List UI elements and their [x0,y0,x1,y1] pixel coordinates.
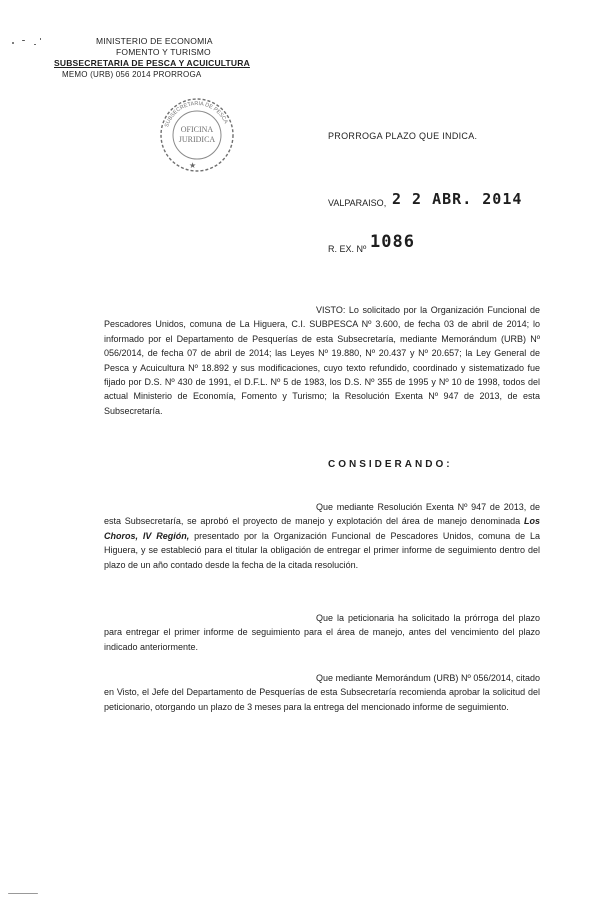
scan-speck [8,893,38,894]
document-date: 2 2 ABR. 2014 [392,190,523,208]
considerando-heading: CONSIDERANDO: [328,459,453,470]
subsecretaria-title: SUBSECRETARIA DE PESCA Y ACUICULTURA [54,58,250,68]
considerando-paragraph-2: Que la peticionaria ha solicitado la prórroga del plazo para entregar el primer informe de seguimiento para el área de manejo, antes del vencimiento del plazo indicado anteriormente. [104,613,540,652]
visto-paragraph [104,303,540,418]
official-seal-stamp [158,96,236,174]
subject-line: PRORROGA PLAZO QUE INDICA. [328,131,478,141]
considerando-1-text-a: Que mediante Resolución Exenta Nº 947 de 2013, de esta Subsecretaría, se aprobó el proyecto de manejo y explotación del área de manejo denominada [104,502,540,527]
place-label: VALPARAISO, [328,198,387,208]
scan-speck [34,44,36,45]
stamp-star-icon: ★ [189,161,197,170]
stamp-text-2: JURIDICA [178,135,216,144]
scan-speck [12,42,14,44]
resolution-label: R. EX. Nº [328,244,367,254]
area-name: Los Choros, IV Región, [104,516,540,541]
scan-speck [22,40,25,41]
visto-text: Lo solicitado por la Organización Funcional de Pescadores Unidos, comuna de La Higuera, C.I. SUBPESCA Nº 3.600, de fecha 03 de abril de 2014; lo informado por el Departamento de Pesquerías de esta Subsecretaría, mediante Memorándum (URB) Nº 056/2014, de fecha 07 de abril de 2014; las Leyes Nº 19.880, Nº 20.437 y Nº 20.657; la Ley General de Pesca y Acuicultura Nº 18.892 y sus modificaciones, cuyo texto refundido, coordinado y sistematizado fue fijado por D.S. Nº 430 de 1991, el D.F.L. Nº 5 de 1983, los D.S. Nº 355 de 1995 y Nº 10 de 1998, todos del actual Ministerio de Economía, Fomento y Turismo; la Resolución Exenta Nº 947 de 2013, de esta Subsecretaría. [104,305,540,416]
considerando-paragraph-1 [104,500,540,572]
ministry-line-1: MINISTERIO DE ECONOMIA [96,36,213,46]
ministry-line-2: FOMENTO Y TURISMO [116,47,211,57]
stamp-ring-text: SUBSECRETARIA DE PESCA [164,100,229,129]
considerando-1-text-b: presentado por la Organización Funcional de Pescadores Unidos, comuna de La Higuera, y se estableció para el titular la obligación de entregar el primer informe de seguimiento dentro del plazo de un año contado desde la fecha de la citada resolución. [104,530,540,570]
resolution-number: 1086 [370,232,415,252]
scan-speck [40,38,41,40]
memo-reference: MEMO (URB) 056 2014 PRORROGA [62,70,202,79]
ministry-header [54,36,250,80]
considerando-paragraph-3: Que mediante Memorándum (URB) Nº 056/2014, citado en Visto, el Jefe del Departamento de Pesquerías de esta Subsecretaría recomienda aprobar la solicitud del peticionario, otorgando un plazo de 3 meses para la entrega del mencionado informe de seguimiento. [104,673,540,712]
visto-label: VISTO: [316,305,346,315]
stamp-text-1: OFICINA [180,125,214,134]
